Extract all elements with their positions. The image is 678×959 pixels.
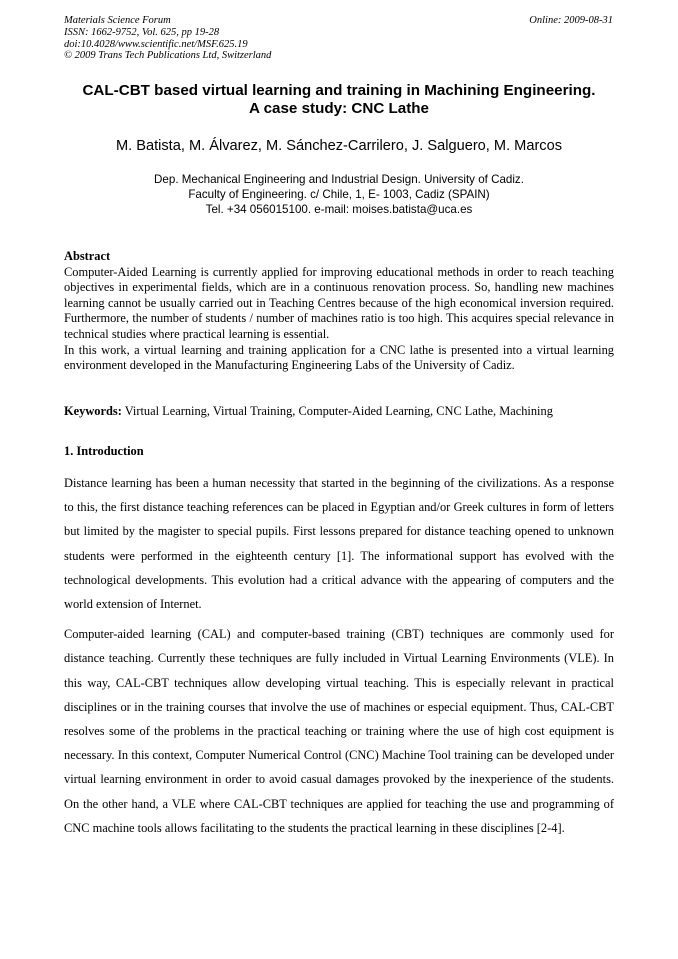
section-heading-introduction: 1. Introduction [64, 444, 144, 458]
introduction-body [64, 471, 614, 846]
affiliation-block [60, 172, 618, 217]
online-date: Online: 2009-08-31 [529, 15, 613, 26]
issn-line: ISSN: 1662-9752, Vol. 625, pp 19-28 [64, 26, 220, 38]
abstract-section [64, 249, 614, 374]
abstract-heading: Abstract [64, 249, 111, 263]
doi-line: doi:10.4028/www.scientific.net/MSF.625.19 [64, 38, 248, 50]
title-line-2: A case study: CNC Lathe [248, 100, 430, 117]
body-paragraph: Computer-aided learning (CAL) and computer-based training (CBT) techniques are commonly used for distance teaching. Currently these techniques are fully included in Virtual Learning Environments (VLE). In this way, CAL-CBT techniques allow developing virtual teaching. This is especially relevant in practical disciplines or in the training courses that involve the use of machines or especial equipment. Thus, CAL-CBT resolves some of the problems in the practical teaching or training where the use of high cost equipment is necessary. In this context, Computer Numerical Control (CNC) Machine Tool training can be developed under virtual learning environment in order to avoid casual damages provoked by the inexperience of the students. On the other hand, a VLE where CAL-CBT techniques are applied for teaching the use and programming of CNC machine tools allows facilitating to the students the practical learning in these disciplines [2-4]. [64, 627, 614, 835]
keywords-label: Keywords: [64, 404, 122, 418]
copyright-line: © 2009 Trans Tech Publications Ltd, Switzerland [64, 50, 272, 62]
affiliation-address: Faculty of Engineering. c/ Chile, 1, E- 1003, Cadiz (SPAIN) [188, 188, 490, 201]
title-line-1: CAL-CBT based virtual learning and training in Machining Engineering. [82, 82, 596, 99]
abstract-paragraph: Computer-Aided Learning is currently applied for improving educational methods in order to reach teaching objectives in experimental fields, which are in a continuous renovation process. So, handling new machines learning cannot be usually carried out in Teaching Centres because of the high economical inversion required. Furthermore, the number of students / number of machines ratio is too high. This acquires special relevance in technical studies where practical learning is essential. [64, 264, 614, 341]
publication-info [64, 15, 271, 62]
paper-title [40, 82, 638, 118]
body-paragraph: Distance learning has been a human necessity that started in the beginning of the civilizations. As a response to this, the first distance teaching references can be placed in Egyptian and/or Greek cultures in form of letters but limited by the magister to special pupils. First lessons prepared for distance teaching opened to unknown students were performed in the eighteenth century [1]. The informational support has evolved with the technological developments. This evolution had a critical advance with the appearing of computers and the world extension of Internet. [64, 476, 614, 612]
author-list: M. Batista, M. Álvarez, M. Sánchez-Carrilero, J. Salguero, M. Marcos [115, 138, 563, 154]
affiliation-department: Dep. Mechanical Engineering and Industrial Design. University of Cadiz. [154, 173, 524, 186]
keywords-line [64, 404, 614, 420]
journal-name: Materials Science Forum [64, 15, 171, 26]
keywords-text: Virtual Learning, Virtual Training, Computer-Aided Learning, CNC Lathe, Machining [124, 404, 553, 418]
abstract-paragraph: In this work, a virtual learning and training application for a CNC lathe is presented into a virtual learning environment developed in the Manufacturing Engineering Labs of the University of Cadiz. [64, 342, 614, 373]
affiliation-contact: Tel. +34 056015100. e-mail: moises.batista@uca.es [205, 203, 473, 216]
